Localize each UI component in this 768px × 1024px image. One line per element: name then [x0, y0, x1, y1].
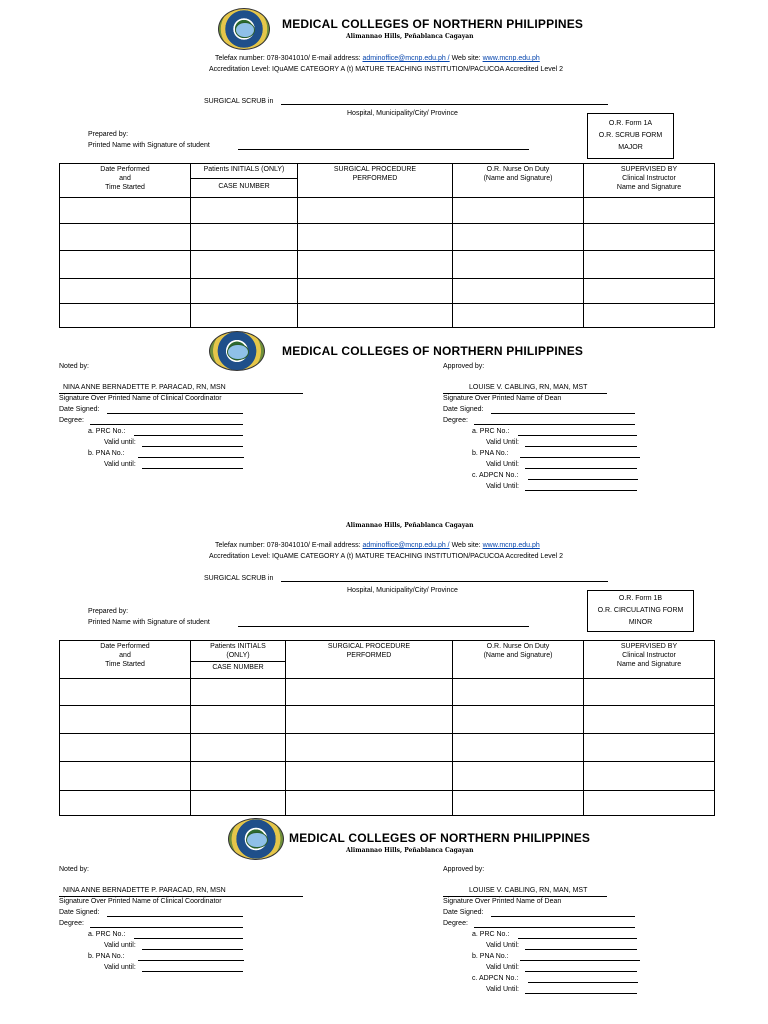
contact-line: Telefax number: 078-3041010/ E-mail address: adminoffice@mcnp.edu.ph / Web site: www.mcnp.edu.ph: [215, 542, 540, 549]
valid-until-label: Valid Until:: [486, 964, 519, 971]
accreditation-line: Accreditation Level: IQuAME CATEGORY A (t) MATURE TEACHING INSTITUTION/PACUCOA Accredited Level 2: [209, 553, 563, 560]
valid-until-label: Valid Until:: [486, 461, 519, 468]
col-procedure-header: SURGICAL PROCEDURE PERFORMED: [286, 641, 453, 679]
valid-until-field[interactable]: [142, 459, 243, 469]
form-code-box: O.R. Form 1A O.R. SCRUB FORM MAJOR: [587, 113, 674, 159]
prc-field[interactable]: [518, 929, 637, 939]
date-signed-label: Date Signed:: [443, 909, 484, 916]
table-row[interactable]: [60, 762, 715, 791]
table-row[interactable]: [60, 279, 715, 304]
pna-label: b. PNA No.:: [88, 953, 125, 960]
scrub-record-table: [59, 163, 715, 328]
website-link[interactable]: www.mcnp.edu.ph: [482, 55, 540, 62]
date-signed-field[interactable]: [491, 907, 635, 917]
date-signed-field[interactable]: [107, 907, 243, 917]
student-name-field[interactable]: [238, 618, 529, 627]
prc-label: a. PRC No.:: [472, 931, 510, 938]
degree-label: Degree:: [59, 417, 84, 424]
form-code-box: O.R. Form 1B O.R. CIRCULATING FORM MINOR: [587, 590, 694, 632]
prc-field[interactable]: [518, 426, 637, 436]
table-row[interactable]: [60, 734, 715, 762]
circulating-record-table: [59, 640, 715, 816]
prc-label: a. PRC No.:: [88, 931, 126, 938]
valid-until-label: Valid until:: [104, 964, 136, 971]
pna-label: b. PNA No.:: [472, 450, 509, 457]
prc-field[interactable]: [134, 426, 243, 436]
table-row[interactable]: [60, 198, 715, 224]
school-logo: [209, 331, 265, 371]
noted-by-label: Noted by:: [59, 866, 89, 873]
col-supervised-header: SUPERVISED BY Clinical Instructor Name and Signature: [584, 641, 715, 679]
valid-until-field[interactable]: [142, 962, 243, 972]
adpcn-label: c. ADPCN No.:: [472, 472, 519, 479]
valid-until-label: Valid Until:: [486, 986, 519, 993]
valid-until-label: Valid Until:: [486, 483, 519, 490]
col-supervised-header: SUPERVISED BY Clinical Instructor Name and Signature: [584, 164, 715, 198]
accreditation-line: Accreditation Level: IQuAME CATEGORY A (t) MATURE TEACHING INSTITUTION/PACUCOA Accredited Level 2: [209, 66, 563, 73]
website-link[interactable]: www.mcnp.edu.ph: [482, 542, 540, 549]
contact-line: Telefax number: 078-3041010/ E-mail address: adminoffice@mcnp.edu.ph / Web site: www.mcnp.edu.ph: [215, 55, 540, 62]
school-name: MEDICAL COLLEGES OF NORTHERN PHILIPPINES: [289, 831, 591, 845]
pna-field[interactable]: [520, 951, 640, 961]
surgical-scrub-label: SURGICAL SCRUB in: [204, 98, 274, 105]
coordinator-name: NINA ANNE BERNADETTE P. PARACAD, RN, MSN: [59, 382, 303, 394]
valid-until-label: Valid until:: [104, 439, 136, 446]
col-date-header: Date Performed and Time Started: [60, 164, 191, 198]
date-signed-label: Date Signed:: [59, 406, 100, 413]
pna-field[interactable]: [520, 448, 640, 458]
prepared-by-label: Prepared by:: [88, 131, 129, 138]
pna-label: b. PNA No.:: [88, 450, 125, 457]
school-logo: [228, 818, 284, 860]
surgical-scrub-label: SURGICAL SCRUB in: [204, 575, 274, 582]
valid-until-field[interactable]: [525, 962, 637, 972]
table-header-row: [60, 641, 715, 679]
col-date-header: Date Performed and Time Started: [60, 641, 191, 679]
valid-until-field[interactable]: [525, 984, 637, 994]
school-address: Alimannao Hills, Peñablanca Cagayan: [346, 522, 474, 529]
approved-by-label: Approved by:: [443, 363, 485, 370]
table-row[interactable]: [60, 791, 715, 816]
printed-name-label: Printed Name with Signature of student: [88, 619, 210, 626]
school-address: Alimannao Hills, Peñablanca Cagayan: [346, 847, 474, 854]
prc-field[interactable]: [134, 929, 243, 939]
degree-field[interactable]: [474, 415, 635, 425]
table-header-row: [60, 164, 715, 198]
coordinator-title: Signature Over Printed Name of Clinical Coordinator: [59, 395, 222, 402]
table-row[interactable]: [60, 224, 715, 251]
valid-until-field[interactable]: [525, 437, 637, 447]
coordinator-name: NINA ANNE BERNADETTE P. PARACAD, RN, MSN: [59, 885, 303, 897]
degree-label: Degree:: [443, 920, 468, 927]
valid-until-field[interactable]: [525, 481, 637, 491]
date-signed-label: Date Signed:: [59, 909, 100, 916]
prc-label: a. PRC No.:: [88, 428, 126, 435]
adpcn-field[interactable]: [528, 470, 638, 480]
valid-until-label: Valid Until:: [486, 942, 519, 949]
col-initials-header: Patients INITIALS (ONLY) CASE NUMBER: [191, 641, 286, 679]
hospital-caption: Hospital, Municipality/City/ Province: [347, 110, 458, 117]
degree-field[interactable]: [90, 415, 243, 425]
coordinator-title: Signature Over Printed Name of Clinical Coordinator: [59, 898, 222, 905]
school-address: Alimannao Hills, Peñablanca Cagayan: [346, 33, 474, 40]
dean-name: LOUISE V. CABLING, RN, MAN, MST: [443, 885, 607, 897]
pna-label: b. PNA No.:: [472, 953, 509, 960]
email-link[interactable]: adminoffice@mcnp.edu.ph /: [362, 542, 450, 549]
table-row[interactable]: [60, 706, 715, 734]
table-row[interactable]: [60, 679, 715, 706]
col-nurse-header: O.R. Nurse On Duty (Name and Signature): [453, 164, 584, 198]
student-name-field[interactable]: [238, 141, 529, 150]
prc-label: a. PRC No.:: [472, 428, 510, 435]
valid-until-label: Valid until:: [104, 461, 136, 468]
degree-field[interactable]: [90, 918, 243, 928]
adpcn-field[interactable]: [528, 973, 638, 983]
col-procedure-header: SURGICAL PROCEDURE PERFORMED: [298, 164, 453, 198]
school-name: MEDICAL COLLEGES OF NORTHERN PHILIPPINES: [282, 344, 584, 358]
date-signed-label: Date Signed:: [443, 406, 484, 413]
adpcn-label: c. ADPCN No.:: [472, 975, 519, 982]
valid-until-field[interactable]: [525, 459, 637, 469]
degree-field[interactable]: [474, 918, 635, 928]
approved-by-label: Approved by:: [443, 866, 485, 873]
email-link[interactable]: adminoffice@mcnp.edu.ph /: [362, 55, 450, 62]
valid-until-label: Valid until:: [104, 942, 136, 949]
table-row[interactable]: [60, 251, 715, 279]
valid-until-field[interactable]: [525, 940, 637, 950]
degree-label: Degree:: [443, 417, 468, 424]
surgical-scrub-field[interactable]: [281, 573, 608, 582]
printed-name-label: Printed Name with Signature of student: [88, 142, 210, 149]
dean-name: LOUISE V. CABLING, RN, MAN, MST: [443, 382, 607, 394]
surgical-scrub-field[interactable]: [281, 96, 608, 105]
school-name: MEDICAL COLLEGES OF NORTHERN PHILIPPINES: [282, 17, 584, 31]
hospital-caption: Hospital, Municipality/City/ Province: [347, 587, 458, 594]
col-initials-header: Patients INITIALS (ONLY) CASE NUMBER: [191, 164, 298, 198]
table-row[interactable]: [60, 304, 715, 328]
school-logo: [218, 8, 270, 50]
date-signed-field[interactable]: [107, 404, 243, 414]
dean-title: Signature Over Printed Name of Dean: [443, 395, 562, 402]
col-nurse-header: O.R. Nurse On Duty (Name and Signature): [453, 641, 584, 679]
pna-field[interactable]: [138, 448, 244, 458]
dean-title: Signature Over Printed Name of Dean: [443, 898, 562, 905]
valid-until-field[interactable]: [142, 940, 243, 950]
valid-until-field[interactable]: [142, 437, 243, 447]
prepared-by-label: Prepared by:: [88, 608, 129, 615]
degree-label: Degree:: [59, 920, 84, 927]
noted-by-label: Noted by:: [59, 363, 89, 370]
date-signed-field[interactable]: [491, 404, 635, 414]
valid-until-label: Valid Until:: [486, 439, 519, 446]
pna-field[interactable]: [138, 951, 244, 961]
